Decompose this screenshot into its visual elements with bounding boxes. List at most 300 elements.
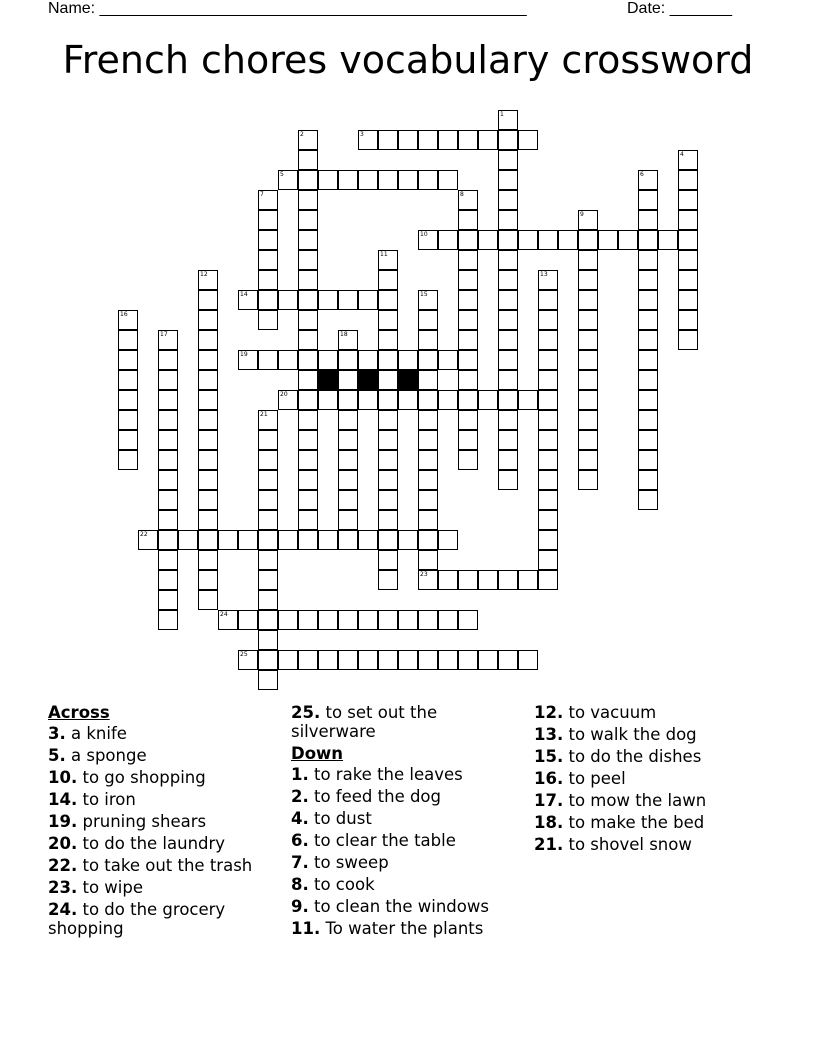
grid-cell xyxy=(418,130,438,150)
grid-cell xyxy=(558,230,578,250)
grid-cell xyxy=(398,350,418,370)
grid-cell xyxy=(498,230,518,250)
grid-cell xyxy=(678,210,698,230)
grid-cell xyxy=(338,350,358,370)
grid-cell xyxy=(518,650,538,670)
grid-cell xyxy=(458,270,478,290)
grid-cell xyxy=(298,390,318,410)
grid-cell xyxy=(438,130,458,150)
grid-clue-number: 1 xyxy=(500,111,504,118)
grid-cell xyxy=(378,270,398,290)
grid-clue-number: 9 xyxy=(580,211,584,218)
grid-cell xyxy=(118,390,138,410)
clue-text: to mow the lawn xyxy=(568,791,707,810)
clues-column-1 xyxy=(48,703,288,941)
grid-cell xyxy=(298,530,318,550)
grid-clue-number: 3 xyxy=(360,131,364,138)
grid-cell xyxy=(198,370,218,390)
clue-number: 18. xyxy=(534,813,564,832)
grid-cell xyxy=(658,230,678,250)
grid-cell xyxy=(298,330,318,350)
grid-clue-number: 4 xyxy=(680,151,684,158)
grid-cell xyxy=(498,410,518,430)
grid-clue-number: 15 xyxy=(420,291,428,298)
clue-down-16 xyxy=(534,769,774,788)
grid-cell xyxy=(458,350,478,370)
grid-cell xyxy=(678,310,698,330)
grid-cell xyxy=(498,470,518,490)
name-field-label: Name: ________________________________________________ xyxy=(48,0,527,17)
grid-cell xyxy=(378,490,398,510)
clue-number: 24. xyxy=(48,900,78,919)
grid-cell xyxy=(198,450,218,470)
grid-cell xyxy=(458,650,478,670)
grid-cell xyxy=(578,270,598,290)
grid-cell xyxy=(418,430,438,450)
grid-cell xyxy=(378,530,398,550)
grid-cell xyxy=(338,390,358,410)
clue-number: 21. xyxy=(534,835,564,854)
grid-clue-number: 14 xyxy=(240,291,248,298)
grid-cell xyxy=(158,470,178,490)
grid-cell xyxy=(478,230,498,250)
grid-cell xyxy=(378,370,398,390)
clue-across-14 xyxy=(48,790,288,809)
grid-cell xyxy=(258,670,278,690)
grid-cell xyxy=(158,490,178,510)
grid-cell xyxy=(298,230,318,250)
grid-cell xyxy=(158,510,178,530)
grid-clue-number: 21 xyxy=(260,411,268,418)
grid-cell xyxy=(478,650,498,670)
grid-cell xyxy=(498,170,518,190)
grid-cell xyxy=(198,410,218,430)
down-heading: Down xyxy=(291,744,344,763)
clue-number: 17. xyxy=(534,791,564,810)
grid-cell xyxy=(258,250,278,270)
grid-cell xyxy=(418,170,438,190)
grid-cell xyxy=(638,430,658,450)
grid-cell xyxy=(358,610,378,630)
grid-cell xyxy=(638,190,658,210)
clue-text: to iron xyxy=(82,790,136,809)
grid-cell xyxy=(538,430,558,450)
grid-cell xyxy=(258,650,278,670)
grid-cell xyxy=(398,390,418,410)
grid-cell xyxy=(198,570,218,590)
grid-cell xyxy=(418,310,438,330)
grid-cell xyxy=(378,310,398,330)
clues-column-3 xyxy=(534,703,774,857)
grid-clue-number: 7 xyxy=(260,191,264,198)
grid-clue-number: 6 xyxy=(640,171,644,178)
clue-across-22 xyxy=(48,856,288,875)
grid-cell xyxy=(298,310,318,330)
grid-cell xyxy=(378,170,398,190)
grid-cell xyxy=(318,610,338,630)
grid-cell xyxy=(418,530,438,550)
grid-cell xyxy=(398,530,418,550)
grid-cell xyxy=(338,450,358,470)
grid-cell xyxy=(678,190,698,210)
grid-cell-black xyxy=(398,370,418,390)
clue-text: To water the plants xyxy=(325,919,484,938)
grid-cell xyxy=(498,190,518,210)
grid-cell xyxy=(338,530,358,550)
grid-cell xyxy=(478,570,498,590)
grid-cell xyxy=(418,390,438,410)
grid-cell xyxy=(538,510,558,530)
grid-cell xyxy=(118,370,138,390)
grid-cell xyxy=(338,650,358,670)
grid-cell xyxy=(678,330,698,350)
grid-clue-number: 18 xyxy=(340,331,348,338)
grid-cell xyxy=(638,470,658,490)
grid-cell xyxy=(678,290,698,310)
grid-clue-number: 12 xyxy=(200,271,208,278)
grid-cell xyxy=(678,270,698,290)
clue-down-11 xyxy=(291,919,526,938)
grid-cell xyxy=(258,610,278,630)
grid-cell xyxy=(498,430,518,450)
grid-cell xyxy=(498,370,518,390)
grid-cell xyxy=(198,310,218,330)
clue-down-9 xyxy=(291,897,526,916)
grid-cell xyxy=(258,230,278,250)
grid-cell xyxy=(298,250,318,270)
grid-cell xyxy=(158,570,178,590)
grid-cell xyxy=(598,230,618,250)
clue-text: to sweep xyxy=(314,853,389,872)
clue-number: 6. xyxy=(291,831,309,850)
grid-cell xyxy=(498,130,518,150)
grid-cell xyxy=(358,650,378,670)
grid-cell xyxy=(578,310,598,330)
clue-number: 3. xyxy=(48,724,66,743)
grid-cell xyxy=(538,450,558,470)
grid-cell xyxy=(118,410,138,430)
grid-cell xyxy=(458,210,478,230)
grid-cell xyxy=(578,350,598,370)
grid-cell xyxy=(578,430,598,450)
clue-number: 23. xyxy=(48,878,78,897)
grid-clue-number: 13 xyxy=(540,271,548,278)
clue-text: to walk the dog xyxy=(568,725,697,744)
grid-cell xyxy=(398,650,418,670)
grid-cell xyxy=(118,450,138,470)
grid-cell xyxy=(378,410,398,430)
clue-number: 12. xyxy=(534,703,564,722)
grid-cell xyxy=(438,650,458,670)
grid-cell xyxy=(438,170,458,190)
grid-cell xyxy=(198,290,218,310)
grid-cell xyxy=(518,230,538,250)
clue-text: to do the laundry xyxy=(82,834,226,853)
grid-cell xyxy=(198,350,218,370)
grid-cell xyxy=(198,390,218,410)
grid-cell xyxy=(398,170,418,190)
clue-across-24 xyxy=(48,900,288,938)
grid-cell xyxy=(458,570,478,590)
clue-down-1 xyxy=(291,765,526,784)
grid-cell xyxy=(298,450,318,470)
grid-cell xyxy=(518,130,538,150)
page-title: French chores vocabulary crossword xyxy=(62,38,754,82)
grid-cell xyxy=(278,650,298,670)
clue-number: 16. xyxy=(534,769,564,788)
clue-number: 10. xyxy=(48,768,78,787)
grid-cell xyxy=(298,190,318,210)
grid-cell xyxy=(418,490,438,510)
grid-cell xyxy=(538,470,558,490)
grid-cell xyxy=(298,270,318,290)
grid-cell xyxy=(458,230,478,250)
grid-cell xyxy=(378,470,398,490)
grid-cell xyxy=(538,230,558,250)
grid-cell xyxy=(198,550,218,570)
grid-cell xyxy=(638,450,658,470)
grid-cell xyxy=(318,350,338,370)
grid-cell xyxy=(118,350,138,370)
clue-number: 14. xyxy=(48,790,78,809)
grid-cell xyxy=(438,390,458,410)
grid-cell xyxy=(538,530,558,550)
grid-cell xyxy=(258,490,278,510)
clue-across-5 xyxy=(48,746,288,765)
grid-cell xyxy=(498,250,518,270)
grid-cell xyxy=(638,370,658,390)
clue-down-21 xyxy=(534,835,774,854)
clue-down-4 xyxy=(291,809,526,828)
clue-number: 9. xyxy=(291,897,309,916)
clue-text: a sponge xyxy=(71,746,147,765)
grid-cell xyxy=(478,130,498,150)
grid-cell xyxy=(538,310,558,330)
grid-cell xyxy=(438,230,458,250)
grid-cell xyxy=(338,430,358,450)
clue-number: 7. xyxy=(291,853,309,872)
grid-cell xyxy=(258,350,278,370)
clues-column-2 xyxy=(291,703,526,941)
grid-cell xyxy=(618,230,638,250)
grid-cell xyxy=(638,330,658,350)
clue-text: to go shopping xyxy=(82,768,206,787)
grid-cell xyxy=(458,310,478,330)
grid-cell xyxy=(638,250,658,270)
grid-cell xyxy=(378,130,398,150)
grid-cell xyxy=(418,470,438,490)
grid-cell xyxy=(258,310,278,330)
clue-down-13 xyxy=(534,725,774,744)
clue-number: 15. xyxy=(534,747,564,766)
grid-cell xyxy=(158,430,178,450)
grid-cell xyxy=(498,390,518,410)
grid-cell xyxy=(218,530,238,550)
grid-cell xyxy=(338,610,358,630)
grid-cell xyxy=(498,450,518,470)
grid-cell xyxy=(298,610,318,630)
grid-cell xyxy=(338,490,358,510)
grid-cell xyxy=(198,530,218,550)
grid-cell xyxy=(358,390,378,410)
grid-cell xyxy=(358,530,378,550)
grid-cell xyxy=(258,470,278,490)
grid-cell xyxy=(398,610,418,630)
grid-clue-number: 5 xyxy=(280,171,284,178)
grid-cell xyxy=(238,530,258,550)
grid-cell xyxy=(678,170,698,190)
grid-cell xyxy=(378,550,398,570)
clue-text: to wipe xyxy=(82,878,143,897)
grid-cell xyxy=(298,150,318,170)
grid-cell xyxy=(638,490,658,510)
grid-cell xyxy=(638,350,658,370)
grid-cell xyxy=(318,390,338,410)
grid-cell xyxy=(638,310,658,330)
grid-clue-number: 24 xyxy=(220,611,228,618)
clue-across-25 xyxy=(291,703,526,741)
grid-cell xyxy=(318,170,338,190)
grid-cell xyxy=(378,330,398,350)
grid-clue-number: 19 xyxy=(240,351,248,358)
grid-cell xyxy=(638,410,658,430)
clue-number: 5. xyxy=(48,746,66,765)
grid-cell xyxy=(258,630,278,650)
grid-cell xyxy=(298,290,318,310)
clue-text: to feed the dog xyxy=(314,787,442,806)
grid-cell xyxy=(578,370,598,390)
grid-cell xyxy=(298,510,318,530)
grid-clue-number: 11 xyxy=(380,251,388,258)
grid-cell xyxy=(378,510,398,530)
grid-clue-number: 23 xyxy=(420,571,428,578)
grid-cell xyxy=(118,330,138,350)
grid-cell xyxy=(318,650,338,670)
clue-text: a knife xyxy=(71,724,127,743)
grid-cell xyxy=(678,230,698,250)
grid-cell xyxy=(198,470,218,490)
grid-cell xyxy=(258,510,278,530)
grid-cell xyxy=(338,170,358,190)
grid-clue-number: 8 xyxy=(460,191,464,198)
grid-cell xyxy=(538,390,558,410)
grid-cell xyxy=(538,550,558,570)
grid-cell xyxy=(578,450,598,470)
grid-cell xyxy=(638,270,658,290)
grid-cell xyxy=(258,430,278,450)
grid-cell xyxy=(498,350,518,370)
grid-cell xyxy=(338,370,358,390)
grid-cell xyxy=(258,530,278,550)
grid-clue-number: 16 xyxy=(120,311,128,318)
clue-text: to take out the trash xyxy=(82,856,253,875)
grid-cell xyxy=(258,270,278,290)
clue-down-8 xyxy=(291,875,526,894)
grid-clue-number: 2 xyxy=(300,131,304,138)
grid-cell xyxy=(418,370,438,390)
grid-cell xyxy=(538,370,558,390)
grid-cell xyxy=(258,450,278,470)
grid-cell xyxy=(258,590,278,610)
grid-cell xyxy=(158,590,178,610)
grid-cell xyxy=(538,330,558,350)
clue-number: 22. xyxy=(48,856,78,875)
grid-cell xyxy=(418,450,438,470)
grid-cell xyxy=(518,570,538,590)
grid-cell xyxy=(418,610,438,630)
grid-cell xyxy=(458,410,478,430)
grid-cell xyxy=(418,650,438,670)
grid-cell xyxy=(158,370,178,390)
grid-cell xyxy=(498,270,518,290)
grid-cell xyxy=(338,510,358,530)
clue-text: to peel xyxy=(568,769,626,788)
grid-cell xyxy=(678,250,698,270)
grid-cell xyxy=(498,210,518,230)
clue-number: 19. xyxy=(48,812,78,831)
clue-number: 8. xyxy=(291,875,309,894)
grid-cell xyxy=(158,390,178,410)
grid-cell xyxy=(358,170,378,190)
grid-cell xyxy=(458,430,478,450)
grid-cell xyxy=(278,610,298,630)
clue-down-2 xyxy=(291,787,526,806)
grid-cell xyxy=(458,330,478,350)
clue-down-17 xyxy=(534,791,774,810)
grid-cell xyxy=(418,550,438,570)
clue-number: 25. xyxy=(291,703,321,722)
grid-cell xyxy=(578,410,598,430)
grid-cell xyxy=(118,430,138,450)
grid-cell xyxy=(538,350,558,370)
grid-cell xyxy=(318,290,338,310)
grid-cell xyxy=(178,530,198,550)
grid-cell xyxy=(538,570,558,590)
grid-cell xyxy=(438,570,458,590)
grid-cell xyxy=(458,290,478,310)
grid-cell xyxy=(438,530,458,550)
grid-cell xyxy=(578,470,598,490)
grid-cell xyxy=(278,530,298,550)
grid-cell xyxy=(258,290,278,310)
grid-cell xyxy=(578,290,598,310)
grid-cell xyxy=(498,290,518,310)
grid-cell xyxy=(498,570,518,590)
grid-cell xyxy=(638,210,658,230)
clue-text: to clean the windows xyxy=(314,897,489,916)
grid-cell xyxy=(578,390,598,410)
clue-text: to cook xyxy=(314,875,375,894)
grid-cell xyxy=(378,570,398,590)
clue-down-6 xyxy=(291,831,526,850)
grid-cell xyxy=(478,390,498,410)
clue-across-3 xyxy=(48,724,288,743)
date-field-label: Date: _______ xyxy=(627,0,732,17)
grid-cell xyxy=(358,290,378,310)
clue-number: 2. xyxy=(291,787,309,806)
grid-cell xyxy=(578,250,598,270)
grid-cell xyxy=(198,490,218,510)
grid-cell xyxy=(458,390,478,410)
grid-clue-number: 17 xyxy=(160,331,168,338)
grid-cell xyxy=(378,290,398,310)
clue-text: to do the dishes xyxy=(568,747,702,766)
clue-down-12 xyxy=(534,703,774,722)
clue-text: to dust xyxy=(314,809,372,828)
grid-cell xyxy=(498,310,518,330)
grid-cell xyxy=(338,470,358,490)
grid-cell xyxy=(278,290,298,310)
